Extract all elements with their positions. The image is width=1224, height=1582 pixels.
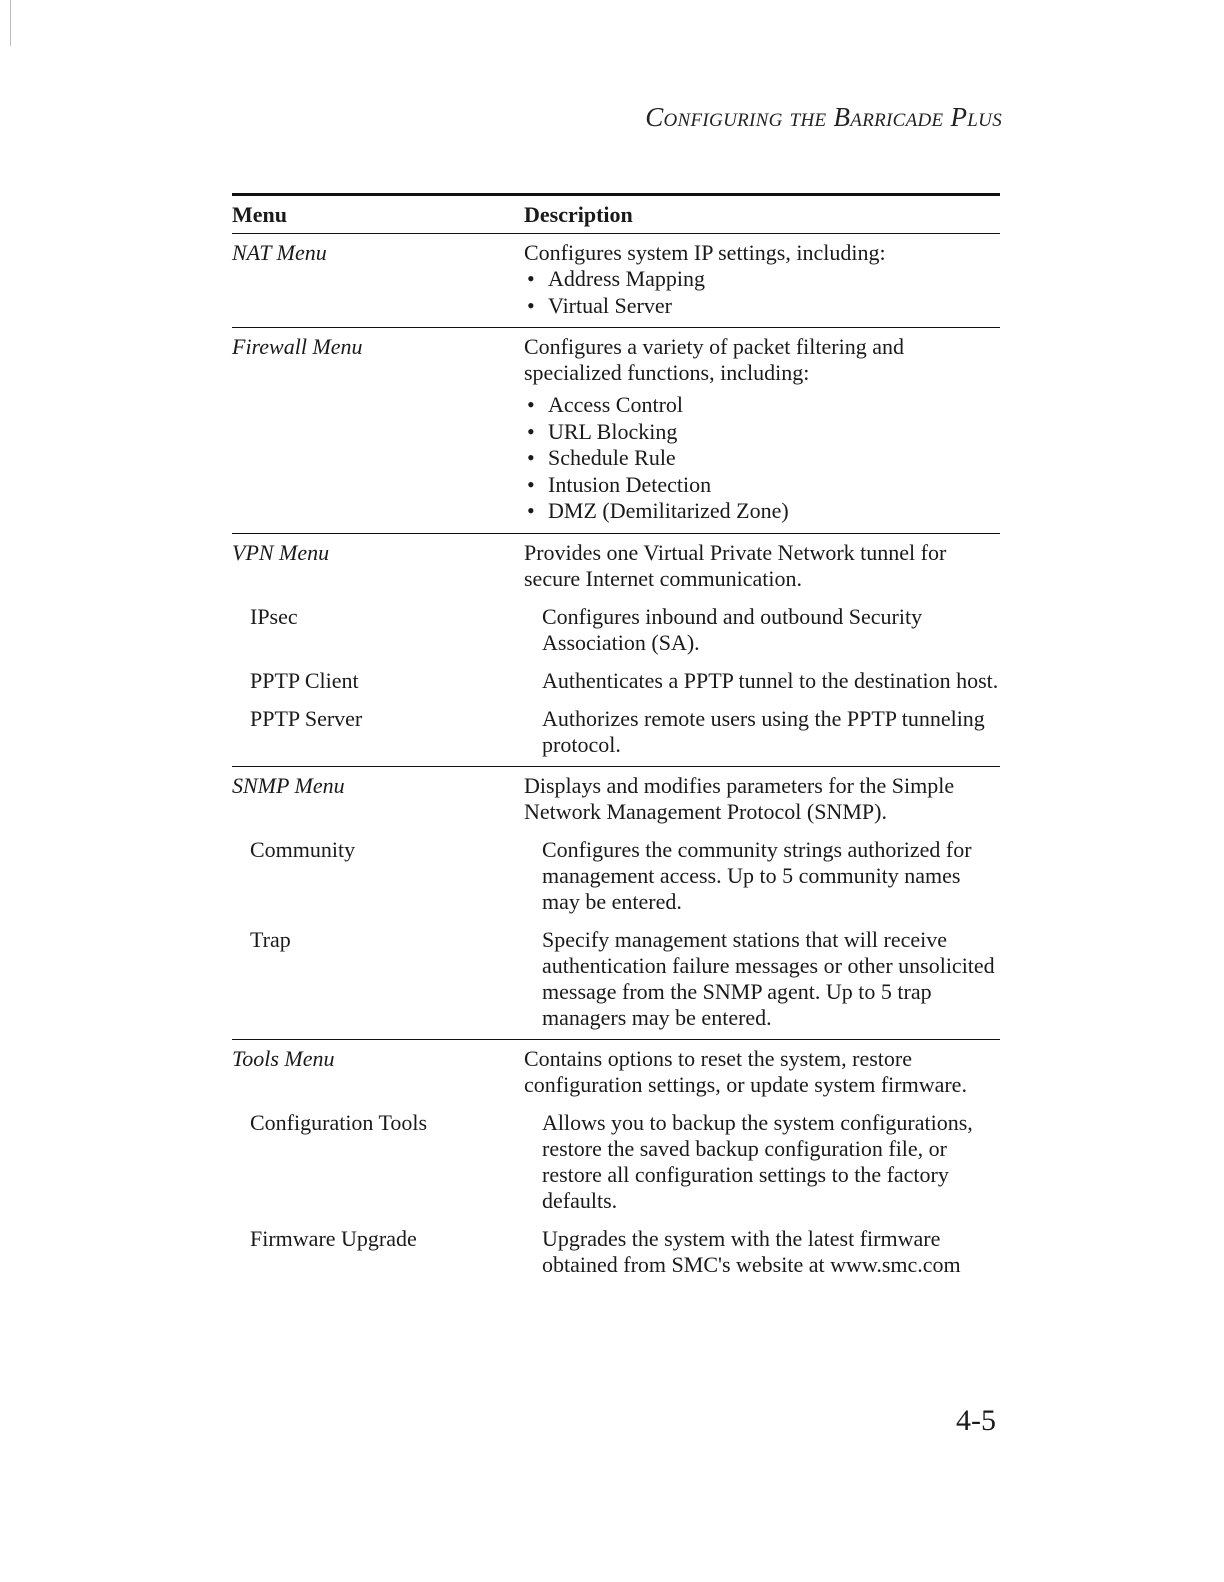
list-item: • Virtual Server: [524, 293, 1000, 320]
list-item: • Access Control: [524, 392, 1000, 419]
table-row: [232, 1110, 1000, 1214]
menu-description: Contains options to reset the system, restore configuration settings, or update system firmware.: [524, 1045, 967, 1097]
running-head: Configuring the Barricade Plus: [645, 102, 1002, 132]
header-menu: Menu: [232, 201, 287, 227]
table-row: [232, 1046, 1000, 1098]
table-row: [232, 837, 1000, 915]
submenu-description: Authorizes remote users using the PPTP tunneling protocol.: [542, 705, 985, 757]
table-row: [232, 334, 1000, 525]
list-item: • URL Blocking: [524, 419, 1000, 446]
menu-name: SNMP Menu: [232, 772, 345, 798]
section-tools: [232, 1040, 1000, 1294]
bullet-list: [524, 266, 1000, 319]
list-item: • DMZ (Demilitarized Zone): [524, 498, 1000, 525]
submenu-description: Allows you to backup the system configurations, restore the saved backup configuration file, or restore all configuration settings to the factory defaults.: [542, 1109, 973, 1213]
submenu-name: Community: [250, 836, 356, 862]
menu-table: [232, 193, 1000, 1294]
menu-name: NAT Menu: [232, 240, 327, 265]
submenu-description: Upgrades the system with the latest firmware obtained from SMC's website at www.smc.com: [542, 1225, 961, 1277]
menu-description: Provides one Virtual Private Network tunnel for secure Internet communication.: [524, 539, 947, 591]
submenu-description: Configures inbound and outbound Security Association (SA).: [542, 603, 923, 655]
section-vpn: [232, 534, 1000, 767]
page-number: 4-5: [956, 1404, 996, 1437]
submenu-description: Authenticates a PPTP tunnel to the destination host.: [542, 667, 999, 693]
submenu-name: Firmware Upgrade: [250, 1225, 417, 1251]
menu-description: Configures a variety of packet filtering and specialized functions, including:: [524, 334, 904, 385]
submenu-description: Configures the community strings authorized for management access. Up to 5 community names may be entered.: [542, 836, 972, 914]
table-row: [232, 604, 1000, 656]
list-item: • Schedule Rule: [524, 445, 1000, 472]
menu-name: Tools Menu: [232, 1045, 335, 1071]
table-row: [232, 1226, 1000, 1278]
menu-name: Firewall Menu: [232, 334, 363, 359]
list-item: • Address Mapping: [524, 266, 1000, 293]
submenu-name: Trap: [250, 926, 291, 952]
scan-edge-line: [10, 0, 11, 46]
table-row: [232, 540, 1000, 592]
table-row: [232, 668, 1000, 694]
section-snmp: [232, 767, 1000, 1040]
table-row: [232, 773, 1000, 825]
menu-description: Configures system IP settings, including:: [524, 240, 886, 265]
table-header-row: [232, 196, 1000, 234]
table-row: [232, 240, 1000, 319]
table-row: [232, 706, 1000, 758]
submenu-name: Configuration Tools: [250, 1109, 428, 1135]
menu-name: VPN Menu: [232, 539, 330, 565]
section-nat: [232, 234, 1000, 328]
header-description: Description: [524, 201, 633, 227]
submenu-name: PPTP Client: [250, 667, 359, 693]
menu-description: Displays and modifies parameters for the Simple Network Management Protocol (SNMP).: [524, 772, 955, 824]
list-item: • Intusion Detection: [524, 472, 1000, 499]
section-firewall: [232, 328, 1000, 534]
bullet-list: [524, 392, 1000, 525]
submenu-name: PPTP Server: [250, 705, 363, 731]
submenu-description: Specify management stations that will receive authentication failure messages or other unsolicited message from the SNMP agent. Up to 5 trap managers may be entered.: [542, 926, 995, 1030]
submenu-name: IPsec: [250, 603, 298, 629]
table-row: [232, 927, 1000, 1031]
